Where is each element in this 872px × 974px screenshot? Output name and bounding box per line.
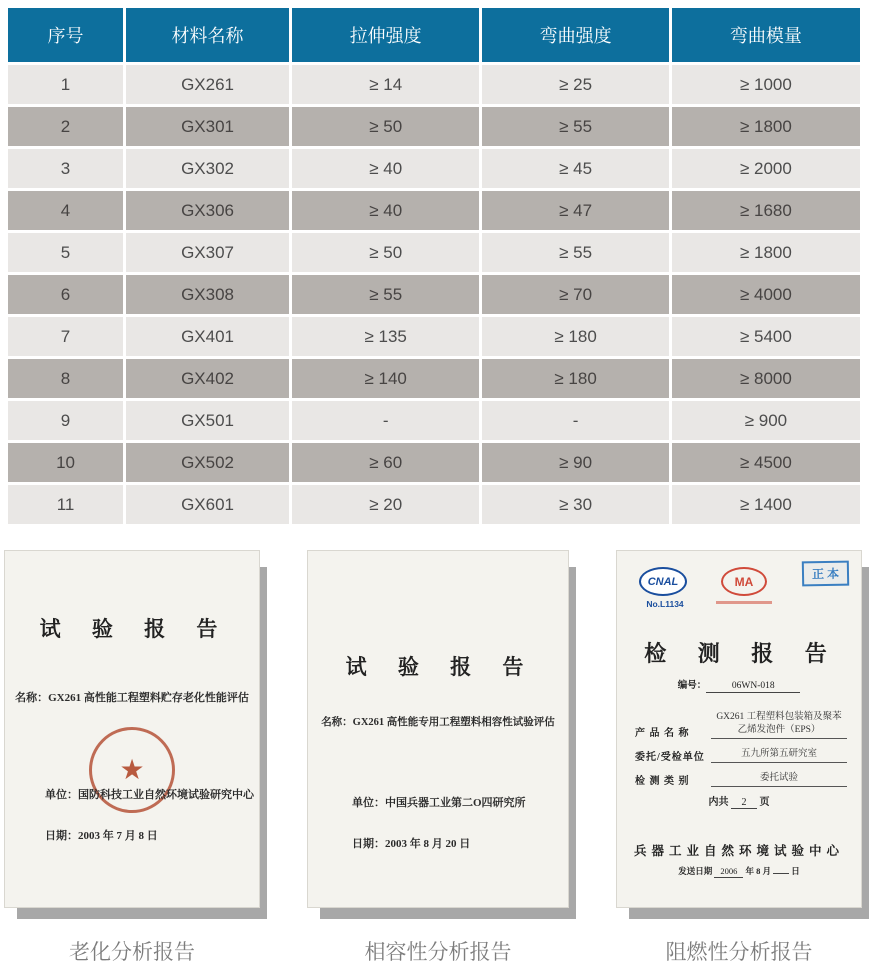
table-cell: ≥ 1400 bbox=[672, 485, 860, 524]
table-cell: 6 bbox=[8, 275, 123, 314]
pages-count: 2 bbox=[731, 797, 757, 809]
report-title: 试 验 报 告 bbox=[345, 655, 531, 679]
pages-label-right: 页 bbox=[759, 797, 770, 808]
table-row bbox=[8, 65, 860, 104]
table-cell: ≥ 14 bbox=[292, 65, 479, 104]
issue-year: 2006 bbox=[714, 866, 743, 878]
field-value: GX261 工程塑料包装箱及聚苯 乙烯发泡件（EPS） bbox=[711, 711, 847, 739]
table-row bbox=[8, 107, 860, 146]
report-flame bbox=[616, 550, 862, 966]
report-unit-line: 单位：中国兵器工业第二O四研究所 bbox=[352, 797, 526, 809]
table-cell: 2 bbox=[8, 107, 123, 146]
table-cell: ≥ 60 bbox=[292, 443, 479, 482]
table-cell: GX401 bbox=[126, 317, 289, 356]
table-cell: ≥ 50 bbox=[292, 233, 479, 272]
table-cell: ≥ 40 bbox=[292, 149, 479, 188]
pages-line bbox=[617, 793, 861, 809]
table-cell: ≥ 900 bbox=[672, 401, 860, 440]
table-row bbox=[8, 233, 860, 272]
table-cell: GX502 bbox=[126, 443, 289, 482]
table-cell: ≥ 1000 bbox=[672, 65, 860, 104]
table-cell: GX307 bbox=[126, 233, 289, 272]
issue-date-line bbox=[617, 865, 861, 878]
report-name-line: 名称：GX261 高性能工程塑料贮存老化性能评估 bbox=[15, 692, 249, 704]
table-cell: ≥ 25 bbox=[482, 65, 668, 104]
table-cell: - bbox=[482, 401, 668, 440]
cma-logo bbox=[713, 567, 775, 604]
report-date-line: 日期：2003 年 8 月 20 日 bbox=[352, 838, 471, 850]
table-cell: GX501 bbox=[126, 401, 289, 440]
table-cell: ≥ 47 bbox=[482, 191, 668, 230]
issue-day-blank bbox=[773, 873, 789, 874]
table-cell: ≥ 90 bbox=[482, 443, 668, 482]
cnal-logo bbox=[639, 567, 691, 609]
table-cell: ≥ 180 bbox=[482, 317, 668, 356]
table-body bbox=[8, 65, 860, 524]
table-cell: ≥ 135 bbox=[292, 317, 479, 356]
report-unit-line: 单位：国防科技工业自然环境试验研究中心 bbox=[45, 789, 254, 801]
table-cell: ≥ 1800 bbox=[672, 107, 860, 146]
table-cell: ≥ 20 bbox=[292, 485, 479, 524]
compatibility-report-image[interactable] bbox=[307, 550, 569, 908]
caption-compatibility: 相容性分析报告 bbox=[364, 941, 512, 964]
table-row bbox=[8, 401, 860, 440]
report-number-value: 06WN-018 bbox=[706, 681, 800, 693]
field-label: 检 测 类 别 bbox=[635, 775, 690, 787]
issue-day-label: 日 bbox=[791, 866, 800, 876]
table-cell: ≥ 1800 bbox=[672, 233, 860, 272]
pages-label-left: 内共 bbox=[708, 797, 729, 808]
table-cell: ≥ 55 bbox=[482, 233, 668, 272]
table-cell: ≥ 55 bbox=[292, 275, 479, 314]
seal-star-icon: ★ bbox=[119, 754, 145, 785]
table-cell: ≥ 140 bbox=[292, 359, 479, 398]
table-cell: ≥ 40 bbox=[292, 191, 479, 230]
table-cell: GX306 bbox=[126, 191, 289, 230]
table-cell: GX301 bbox=[126, 107, 289, 146]
table-cell: ≥ 8000 bbox=[672, 359, 860, 398]
table-cell: ≥ 55 bbox=[482, 107, 668, 146]
table-cell: ≥ 2000 bbox=[672, 149, 860, 188]
table-row bbox=[8, 149, 860, 188]
field-value: 五九所第五研究室 bbox=[711, 748, 847, 763]
table-header bbox=[8, 8, 860, 62]
report-title: 检 测 报 告 bbox=[644, 641, 834, 666]
field-label: 产 品 名 称 bbox=[635, 727, 690, 739]
column-header: 拉伸强度 bbox=[292, 8, 479, 62]
cnal-number: No.L1134 bbox=[646, 599, 684, 609]
report-compatibility bbox=[307, 550, 569, 966]
report-gallery bbox=[0, 550, 872, 966]
caption-flame: 阻燃性分析报告 bbox=[665, 941, 813, 964]
table-cell: GX601 bbox=[126, 485, 289, 524]
table-cell: 1 bbox=[8, 65, 123, 104]
table-cell: ≥ 180 bbox=[482, 359, 668, 398]
flame-report-image[interactable] bbox=[616, 550, 862, 908]
caption-aging: 老化分析报告 bbox=[69, 941, 195, 964]
table-cell: GX261 bbox=[126, 65, 289, 104]
column-header: 材料名称 bbox=[126, 8, 289, 62]
table-cell: GX302 bbox=[126, 149, 289, 188]
table-cell: 7 bbox=[8, 317, 123, 356]
table-cell: GX402 bbox=[126, 359, 289, 398]
table-row bbox=[8, 191, 860, 230]
table-cell: ≥ 1680 bbox=[672, 191, 860, 230]
field-label: 委托/受检单位 bbox=[635, 751, 705, 763]
report-field-row bbox=[635, 772, 847, 787]
material-spec-table bbox=[5, 5, 863, 527]
report-fields bbox=[635, 711, 847, 796]
column-header: 弯曲模量 bbox=[672, 8, 860, 62]
table-cell: ≥ 70 bbox=[482, 275, 668, 314]
table-cell: 4 bbox=[8, 191, 123, 230]
table-row bbox=[8, 317, 860, 356]
column-header: 弯曲强度 bbox=[482, 8, 668, 62]
table-cell: 8 bbox=[8, 359, 123, 398]
report-number-line bbox=[617, 677, 861, 693]
table-cell: ≥ 5400 bbox=[672, 317, 860, 356]
table-row bbox=[8, 275, 860, 314]
table-cell: 5 bbox=[8, 233, 123, 272]
report-name-line: 名称：GX261 高性能专用工程塑料相容性试验评估 bbox=[321, 717, 555, 728]
table-cell: ≥ 4500 bbox=[672, 443, 860, 482]
cma-certificate-line bbox=[716, 601, 772, 604]
table-cell: ≥ 4000 bbox=[672, 275, 860, 314]
report-field-row bbox=[635, 711, 847, 739]
column-header: 序号 bbox=[8, 8, 123, 62]
report-field-row bbox=[635, 748, 847, 763]
table-row bbox=[8, 485, 860, 524]
field-value: 委托试验 bbox=[711, 772, 847, 787]
issue-month: 年 8 月 bbox=[745, 866, 771, 876]
table-cell: ≥ 50 bbox=[292, 107, 479, 146]
table-cell: ≥ 45 bbox=[482, 149, 668, 188]
aging-report-image[interactable] bbox=[4, 550, 260, 908]
issue-date-label: 发送日期 bbox=[678, 866, 713, 876]
table-cell: GX308 bbox=[126, 275, 289, 314]
report-aging bbox=[4, 550, 260, 966]
table-row bbox=[8, 443, 860, 482]
table-cell: 3 bbox=[8, 149, 123, 188]
header-row bbox=[8, 8, 860, 62]
report-date-line: 日期：2003 年 7 月 8 日 bbox=[45, 830, 158, 842]
issuing-org-line: 兵器工业自然环境试验中心 bbox=[633, 844, 844, 858]
table-cell: 11 bbox=[8, 485, 123, 524]
table-cell: 10 bbox=[8, 443, 123, 482]
cnal-logo-icon: CNAL bbox=[639, 567, 687, 596]
report-title: 试 验 报 告 bbox=[39, 617, 225, 641]
table-cell: 9 bbox=[8, 401, 123, 440]
cma-logo-icon: MA bbox=[721, 567, 767, 596]
original-copy-stamp: 正本 bbox=[802, 561, 849, 587]
report-number-label: 编号： bbox=[677, 681, 707, 691]
table-cell: ≥ 30 bbox=[482, 485, 668, 524]
table-row bbox=[8, 359, 860, 398]
table-cell: - bbox=[292, 401, 479, 440]
